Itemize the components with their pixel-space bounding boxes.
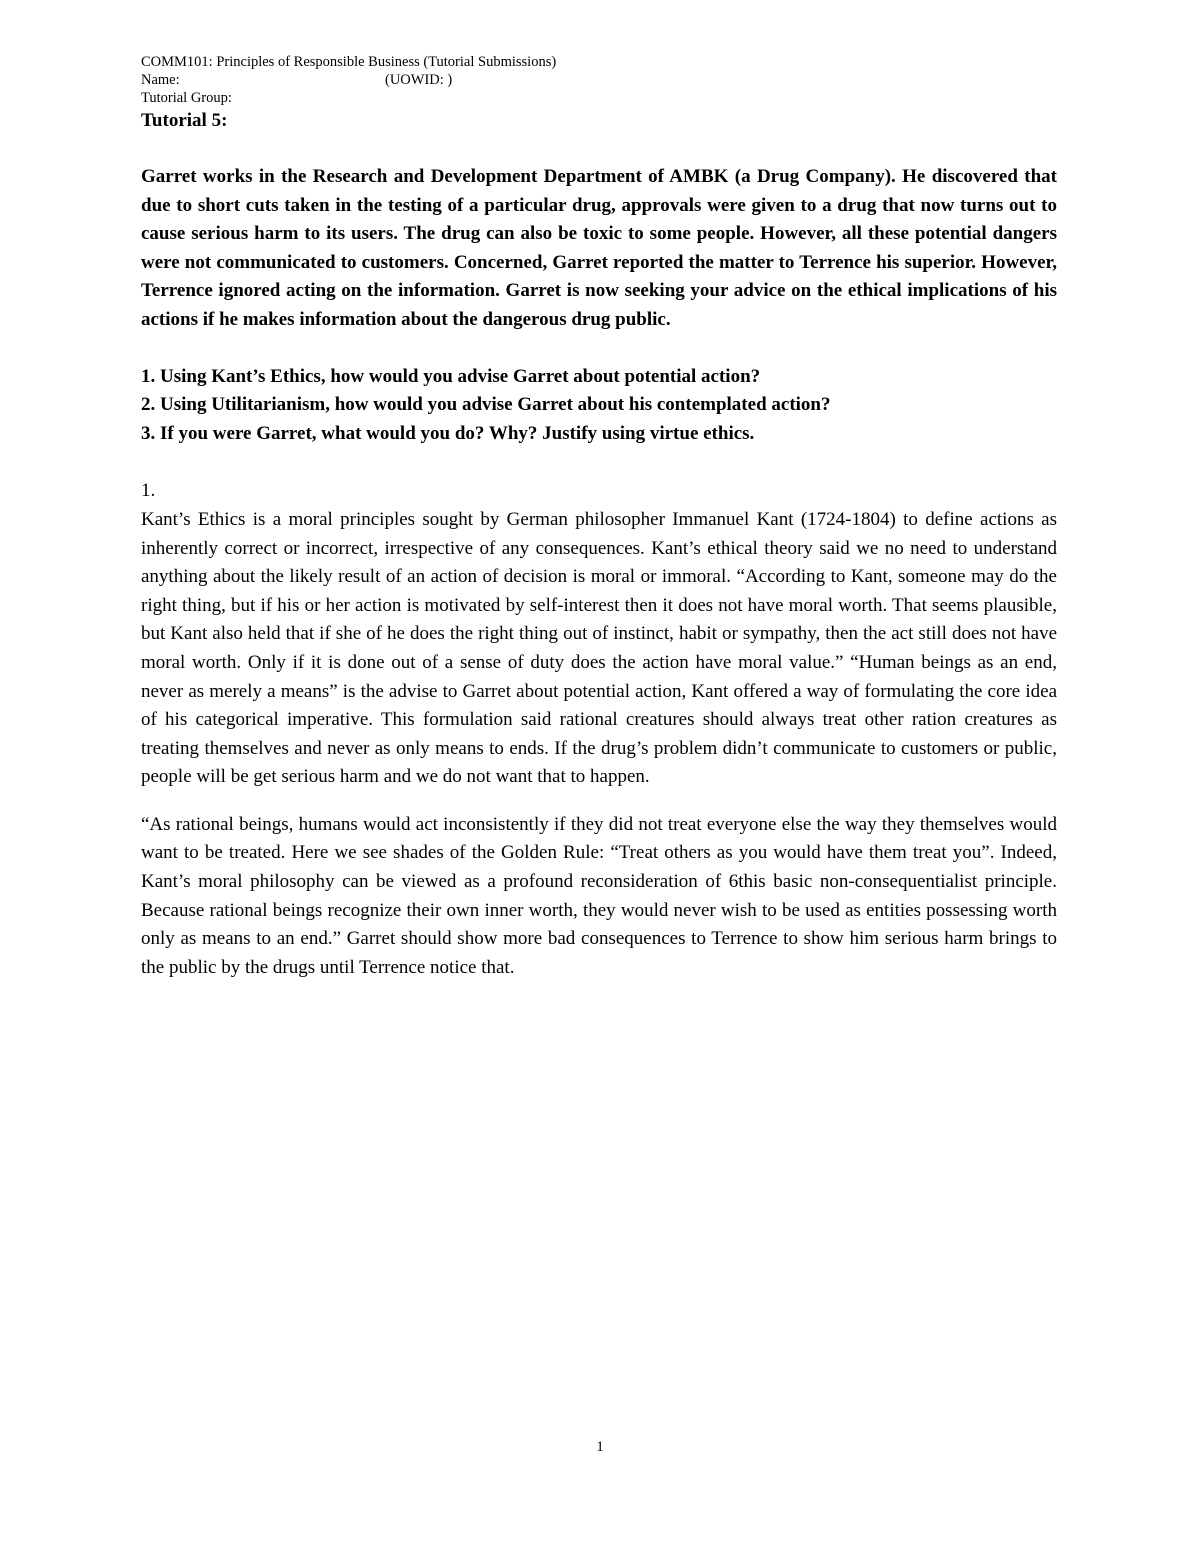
question-list: [141, 363, 1057, 449]
question-item: 1. Using Kant’s Ethics, how would you advise Garret about potential action?: [141, 365, 761, 387]
question-item: 3. If you were Garret, what would you do? Why? Justify using virtue ethics.: [141, 422, 755, 444]
page-number: 1: [596, 1439, 604, 1455]
uowid-label: (UOWID: ): [385, 72, 453, 88]
answer-number: 1.: [141, 480, 156, 502]
document-body: [141, 163, 1057, 982]
name-row: [141, 71, 1061, 89]
tutorial-group-label: Tutorial Group:: [141, 90, 232, 106]
answer-paragraph: Kant’s Ethics is a moral principles sought by German philosopher Immanuel Kant (1724-1804) to define actions as inherently correct or incorrect, irrespective of any consequences. Kant’s ethical theory said we no need to understand anything about the likely result of an action of decision is moral or immoral. “According to Kant, someone may do the right thing, but if his or her action is motivated by self-interest then it does not have moral worth. That seems plausible, but Kant also held that if she of he does the right thing out of instinct, habit or sympathy, then the act still does not have moral worth. Only if it is done out of a sense of duty does the action have moral value.” “Human beings as an end, never as merely a means” is the advise to Garret about potential action, Kant offered a way of formulating the core idea of his categorical imperative. This formulation said rational creatures should always treat other ration creatures as treating themselves and never as only means to ends. If the drug’s problem didn’t communicate to customers or public, people will be get serious harm and we do not want that to happen.: [141, 508, 1057, 788]
tutorial-title: Tutorial 5:: [141, 110, 228, 131]
scenario-paragraph: Garret works in the Research and Development Department of AMBK (a Drug Company). He discovered that due to short cuts taken in the testing of a particular drug, approvals were given to a drug that now turns out to cause serious harm to its users. The drug can also be toxic to some people. However, all these potential dangers were not communicated to customers. Concerned, Garret reported the matter to Terrence his superior. However, Terrence ignored acting on the information. Garret is now seeking your advice on the ethical implications of his actions if he makes information about the dangerous drug public.: [141, 166, 1057, 330]
question-item: 2. Using Utilitarianism, how would you advise Garret about his contemplated action?: [141, 394, 831, 416]
submission-header: [141, 53, 1061, 107]
answer-paragraph: “As rational beings, humans would act inconsistently if they did not treat everyone else the way they themselves would want to be treated. Here we see shades of the Golden Rule: “Treat others as you would have them treat you”. Indeed, Kant’s moral philosophy can be viewed as a profound reconsideration of 6this basic non-consequentialist principle. Because rational beings recognize their own inner worth, they would never wish to be used as entities possessing worth only as means to an end.” Garret should show more bad consequences to Terrence to show him serious harm brings to the public by the drugs until Terrence notice that.: [141, 813, 1057, 978]
course-line: COMM101: Principles of Responsible Business (Tutorial Submissions): [141, 54, 557, 70]
name-label: Name:: [141, 72, 180, 88]
